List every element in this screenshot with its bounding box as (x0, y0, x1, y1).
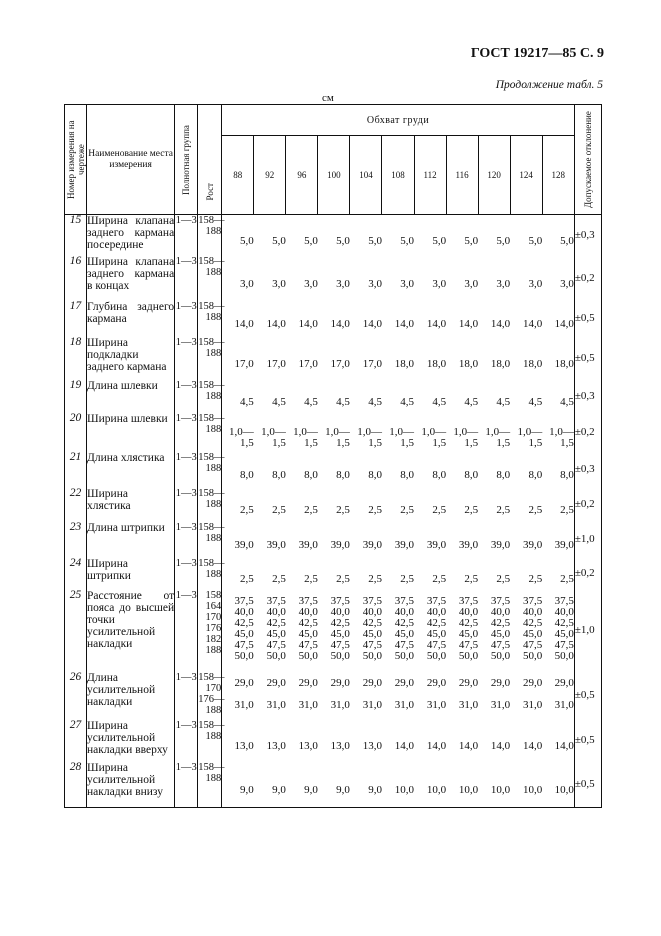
size-value: 4,5 (464, 395, 479, 408)
group-value: 1—3 (175, 558, 198, 590)
size-value: 2,5 (464, 573, 479, 585)
size-value: 9,0 (318, 762, 350, 808)
size-header-120: 120 (478, 136, 510, 215)
table-row (65, 256, 602, 301)
size-value: 14,0 (426, 318, 447, 330)
size-header-92: 92 (254, 136, 286, 215)
size-value: 5,0 (432, 234, 447, 247)
size-value: 1,0— 1,5 (293, 426, 318, 449)
size-value: 29,0 31,0 (394, 676, 415, 711)
table-row (65, 558, 602, 590)
measurement-number: 18 (65, 337, 87, 380)
group-value: 1—3 (175, 590, 198, 672)
size-value: 3,0 (368, 277, 382, 290)
size-value: 2,5 (528, 573, 543, 585)
size-value: 1,0— 1,5 (261, 426, 286, 449)
size-value: 1,0— 1,5 (229, 426, 254, 449)
size-value: 39,0 (426, 539, 447, 551)
measurement-name: Ширина клапана заднего кармана посередине (87, 215, 175, 256)
size-value: 2,5 (496, 573, 511, 585)
deviation-value: ±0,5 (574, 337, 601, 380)
size-header-124: 124 (510, 136, 542, 215)
size-value: 13,0 (330, 740, 350, 752)
size-value: 1,0— 1,5 (389, 426, 415, 449)
size-value: 3,0 (272, 277, 286, 290)
size-value: 37,5 40,0 42,5 45,0 47,5 50,0 (490, 594, 511, 662)
size-value: 37,5 40,0 42,5 45,0 47,5 50,0 (266, 594, 286, 662)
table-continuation-note: Продолжение табл. 5 (495, 79, 603, 91)
size-value: 5,0 (368, 234, 382, 247)
deviation-value: ±1,0 (574, 590, 601, 672)
size-value: 29,0 31,0 (458, 676, 479, 711)
deviation-value: ±0,2 (574, 413, 601, 452)
size-value: 29,0 31,0 (490, 676, 511, 711)
measurement-name: Ширина штрипки (87, 558, 175, 590)
measurement-number: 21 (65, 452, 87, 488)
table-row (65, 452, 602, 488)
height-value: 158— 188 (198, 215, 222, 256)
size-value: 1,0— 1,5 (549, 426, 574, 449)
size-value: 8,0 (368, 469, 382, 481)
column-header-name: Наименование места измерения (87, 105, 175, 215)
size-value: 29,0 31,0 (298, 676, 318, 711)
measurement-name: Длина усилительной накладки (87, 672, 175, 720)
size-value: 8,0 (528, 469, 543, 481)
group-value: 1—3 (175, 488, 198, 522)
size-value: 14,0 (490, 740, 511, 752)
size-value: 3,0 (528, 277, 543, 290)
size-value: 5,0 (528, 234, 543, 247)
measurement-number: 22 (65, 488, 87, 522)
size-value: 39,0 (554, 539, 574, 551)
size-value: 9,0 (222, 762, 254, 808)
size-value: 14,0 (458, 318, 479, 330)
measurement-name: Расстояние от пояса до высшей точки усилительной накладки (87, 590, 175, 672)
size-value: 14,0 (490, 318, 511, 330)
height-value: 158— 188 (198, 762, 222, 808)
size-value: 13,0 (266, 740, 286, 752)
measurement-number: 17 (65, 301, 87, 337)
deviation-value: ±0,3 (574, 215, 601, 256)
size-value: 17,0 (266, 357, 286, 370)
size-value: 39,0 (234, 539, 254, 551)
measurement-name: Ширина усилительной накладки вверху (87, 720, 175, 762)
size-value: 39,0 (362, 539, 382, 551)
height-value: 158 164 170 176 182 188 (198, 590, 222, 672)
size-value: 2,5 (304, 573, 318, 585)
table-row (65, 672, 602, 720)
size-value: 2,5 (496, 504, 511, 516)
size-value: 39,0 (490, 539, 511, 551)
size-value: 39,0 (330, 539, 350, 551)
size-value: 29,0 31,0 (266, 676, 286, 711)
size-value: 17,0 (362, 357, 382, 370)
size-value: 29,0 31,0 (362, 676, 382, 711)
size-value: 10,0 (414, 762, 446, 808)
size-value: 29,0 31,0 (234, 676, 254, 711)
size-value: 18,0 (458, 357, 479, 370)
size-value: 14,0 (330, 318, 350, 330)
size-value: 9,0 (286, 762, 318, 808)
size-value: 39,0 (458, 539, 479, 551)
size-value: 39,0 (522, 539, 543, 551)
size-value: 10,0 (478, 762, 510, 808)
size-value: 14,0 (394, 318, 415, 330)
size-value: 18,0 (394, 357, 415, 370)
height-value: 158— 188 (198, 337, 222, 380)
size-value: 4,5 (240, 395, 254, 408)
height-value: 158— 188 (198, 256, 222, 301)
measurement-name: Ширина шлевки (87, 413, 175, 452)
size-value: 8,0 (560, 469, 574, 481)
size-value: 2,5 (368, 504, 382, 516)
measurement-name: Ширина клапана заднего кармана в концах (87, 256, 175, 301)
size-value: 37,5 40,0 42,5 45,0 47,5 50,0 (394, 594, 415, 662)
size-value: 14,0 (522, 740, 543, 752)
deviation-value: ±0,3 (574, 380, 601, 413)
height-value: 158— 188 (198, 413, 222, 452)
size-value: 13,0 (298, 740, 318, 752)
size-value: 5,0 (272, 234, 286, 247)
deviation-value: ±0,2 (574, 558, 601, 590)
size-value: 14,0 (426, 740, 447, 752)
column-header-girth: Обхват груди (222, 105, 575, 136)
height-value: 158— 188 (198, 452, 222, 488)
size-value: 29,0 31,0 (554, 676, 574, 711)
size-value: 18,0 (426, 357, 447, 370)
size-value: 18,0 (490, 357, 511, 370)
measurement-number: 23 (65, 522, 87, 558)
size-value: 8,0 (336, 469, 350, 481)
size-value: 37,5 40,0 42,5 45,0 47,5 50,0 (234, 594, 254, 662)
table-row (65, 522, 602, 558)
size-value: 2,5 (560, 573, 574, 585)
table-row (65, 762, 602, 808)
deviation-value: ±0,3 (574, 452, 601, 488)
deviation-value: ±0,5 (574, 301, 601, 337)
table-row (65, 301, 602, 337)
group-value: 1—3 (175, 522, 198, 558)
size-header-88: 88 (222, 136, 254, 215)
size-header-100: 100 (318, 136, 350, 215)
size-value: 3,0 (304, 277, 318, 290)
size-value: 14,0 (266, 318, 286, 330)
size-value: 3,0 (496, 277, 511, 290)
size-value: 29,0 31,0 (522, 676, 543, 711)
size-value: 5,0 (240, 234, 254, 247)
size-value: 37,5 40,0 42,5 45,0 47,5 50,0 (362, 594, 382, 662)
table-row (65, 590, 602, 672)
size-value: 8,0 (272, 469, 286, 481)
size-value: 8,0 (496, 469, 511, 481)
measurement-name: Длина шлевки (87, 380, 175, 413)
size-value: 3,0 (400, 277, 415, 290)
size-value: 2,5 (400, 504, 415, 516)
table-row (65, 413, 602, 452)
size-value: 13,0 (362, 740, 382, 752)
size-value: 10,0 (542, 762, 574, 808)
size-value: 2,5 (336, 504, 350, 516)
measurement-name: Длина хлястика (87, 452, 175, 488)
size-value: 5,0 (560, 234, 574, 247)
size-value: 37,5 40,0 42,5 45,0 47,5 50,0 (298, 594, 318, 662)
size-value: 14,0 (458, 740, 479, 752)
size-header-104: 104 (350, 136, 382, 215)
deviation-value: ±0,2 (574, 488, 601, 522)
size-value: 18,0 (522, 357, 543, 370)
column-header-deviation: Допускаемое отклонение (574, 105, 601, 215)
group-value: 1—3 (175, 762, 198, 808)
size-value: 3,0 (464, 277, 479, 290)
size-value: 1,0— 1,5 (517, 426, 543, 449)
height-value: 158— 188 (198, 488, 222, 522)
measurements-table (64, 104, 602, 808)
size-value: 3,0 (560, 277, 574, 290)
size-header-116: 116 (446, 136, 478, 215)
size-value: 9,0 (350, 762, 382, 808)
size-value: 2,5 (272, 504, 286, 516)
size-value: 5,0 (464, 234, 479, 247)
size-header-96: 96 (286, 136, 318, 215)
measurement-name: Ширина хлястика (87, 488, 175, 522)
deviation-value: ±0,5 (574, 762, 601, 808)
group-value: 1—3 (175, 256, 198, 301)
size-value: 1,0— 1,5 (485, 426, 511, 449)
unit-label: см (322, 92, 334, 104)
size-value: 9,0 (254, 762, 286, 808)
measurement-number: 16 (65, 256, 87, 301)
size-value: 8,0 (464, 469, 479, 481)
measurement-number: 19 (65, 380, 87, 413)
height-value: 158— 188 (198, 558, 222, 590)
size-value: 17,0 (234, 357, 254, 370)
size-value: 14,0 (554, 318, 574, 330)
size-header-108: 108 (382, 136, 414, 215)
measurement-name: Длина штрипки (87, 522, 175, 558)
size-value: 8,0 (432, 469, 447, 481)
group-value: 1—3 (175, 413, 198, 452)
measurement-number: 27 (65, 720, 87, 762)
size-value: 1,0— 1,5 (453, 426, 479, 449)
size-value: 5,0 (496, 234, 511, 247)
size-value: 17,0 (330, 357, 350, 370)
size-value: 37,5 40,0 42,5 45,0 47,5 50,0 (522, 594, 543, 662)
size-value: 3,0 (432, 277, 447, 290)
size-value: 2,5 (336, 573, 350, 585)
height-value: 158— 188 (198, 522, 222, 558)
size-value: 14,0 (234, 318, 254, 330)
size-value: 37,5 40,0 42,5 45,0 47,5 50,0 (330, 594, 350, 662)
size-value: 14,0 (298, 318, 318, 330)
size-value: 4,5 (304, 395, 318, 408)
size-value: 4,5 (432, 395, 447, 408)
size-value: 3,0 (336, 277, 350, 290)
deviation-value: ±0,5 (574, 672, 601, 720)
size-value: 4,5 (496, 395, 511, 408)
column-header-group: Полнотная группа (175, 105, 198, 215)
size-value: 5,0 (304, 234, 318, 247)
page-header: ГОСТ 19217—85 С. 9 (470, 46, 604, 61)
size-value: 4,5 (400, 395, 415, 408)
size-value: 10,0 (446, 762, 478, 808)
measurement-name: Глубина заднего кармана (87, 301, 175, 337)
size-value: 39,0 (394, 539, 415, 551)
size-value: 4,5 (336, 395, 350, 408)
height-value: 158— 188 (198, 301, 222, 337)
size-value: 2,5 (304, 504, 318, 516)
size-value: 39,0 (266, 539, 286, 551)
group-value: 1—3 (175, 215, 198, 256)
size-value: 14,0 (362, 318, 382, 330)
size-value: 2,5 (240, 573, 254, 585)
size-header-128: 128 (542, 136, 574, 215)
measurement-number: 28 (65, 762, 87, 808)
table-row (65, 380, 602, 413)
size-value: 2,5 (272, 573, 286, 585)
deviation-value: ±1,0 (574, 522, 601, 558)
deviation-value: ±0,2 (574, 256, 601, 301)
size-value: 37,5 40,0 42,5 45,0 47,5 50,0 (426, 594, 447, 662)
size-value: 10,0 (510, 762, 542, 808)
group-value: 1—3 (175, 672, 198, 720)
measurement-number: 20 (65, 413, 87, 452)
size-value: 1,0— 1,5 (325, 426, 350, 449)
group-value: 1—3 (175, 337, 198, 380)
size-value: 2,5 (400, 573, 415, 585)
height-value: 158— 170 176— 188 (198, 672, 222, 720)
size-value: 8,0 (304, 469, 318, 481)
size-value: 18,0 (554, 357, 574, 370)
size-value: 29,0 31,0 (330, 676, 350, 711)
size-value: 14,0 (522, 318, 543, 330)
group-value: 1—3 (175, 380, 198, 413)
size-value: 2,5 (464, 504, 479, 516)
column-header-number: Номер измерения на чертеже (65, 105, 87, 215)
size-value: 3,0 (240, 277, 254, 290)
group-value: 1—3 (175, 452, 198, 488)
measurement-number: 25 (65, 590, 87, 672)
size-value: 2,5 (240, 504, 254, 516)
size-value: 5,0 (400, 234, 415, 247)
table-row (65, 337, 602, 380)
size-value: 4,5 (272, 395, 286, 408)
column-header-height: Рост (198, 105, 222, 215)
deviation-value: ±0,5 (574, 720, 601, 762)
size-value: 2,5 (432, 504, 447, 516)
height-value: 158— 188 (198, 720, 222, 762)
size-value: 2,5 (432, 573, 447, 585)
size-value: 5,0 (336, 234, 350, 247)
measurement-number: 24 (65, 558, 87, 590)
size-value: 13,0 (234, 740, 254, 752)
table-row (65, 215, 602, 256)
table-row (65, 720, 602, 762)
size-value: 29,0 31,0 (426, 676, 447, 711)
size-value: 4,5 (560, 395, 574, 408)
size-header-112: 112 (414, 136, 446, 215)
measurement-number: 15 (65, 215, 87, 256)
size-value: 1,0— 1,5 (421, 426, 447, 449)
height-value: 158— 188 (198, 380, 222, 413)
size-value: 14,0 (394, 740, 415, 752)
size-value: 37,5 40,0 42,5 45,0 47,5 50,0 (554, 594, 574, 662)
size-value: 8,0 (400, 469, 415, 481)
measurement-name: Ширина усилительной накладки внизу (87, 762, 175, 808)
size-value: 4,5 (528, 395, 543, 408)
measurement-number: 26 (65, 672, 87, 720)
size-value: 39,0 (298, 539, 318, 551)
size-value: 2,5 (368, 573, 382, 585)
size-value: 2,5 (560, 504, 574, 516)
size-value: 8,0 (240, 469, 254, 481)
size-value: 2,5 (528, 504, 543, 516)
size-value: 1,0— 1,5 (357, 426, 382, 449)
group-value: 1—3 (175, 301, 198, 337)
table-row (65, 488, 602, 522)
size-value: 17,0 (298, 357, 318, 370)
size-value: 10,0 (382, 762, 414, 808)
group-value: 1—3 (175, 720, 198, 762)
size-value: 37,5 40,0 42,5 45,0 47,5 50,0 (458, 594, 479, 662)
size-value: 14,0 (554, 740, 574, 752)
measurement-name: Ширина подкладки заднего кармана (87, 337, 175, 380)
size-value: 4,5 (368, 395, 382, 408)
